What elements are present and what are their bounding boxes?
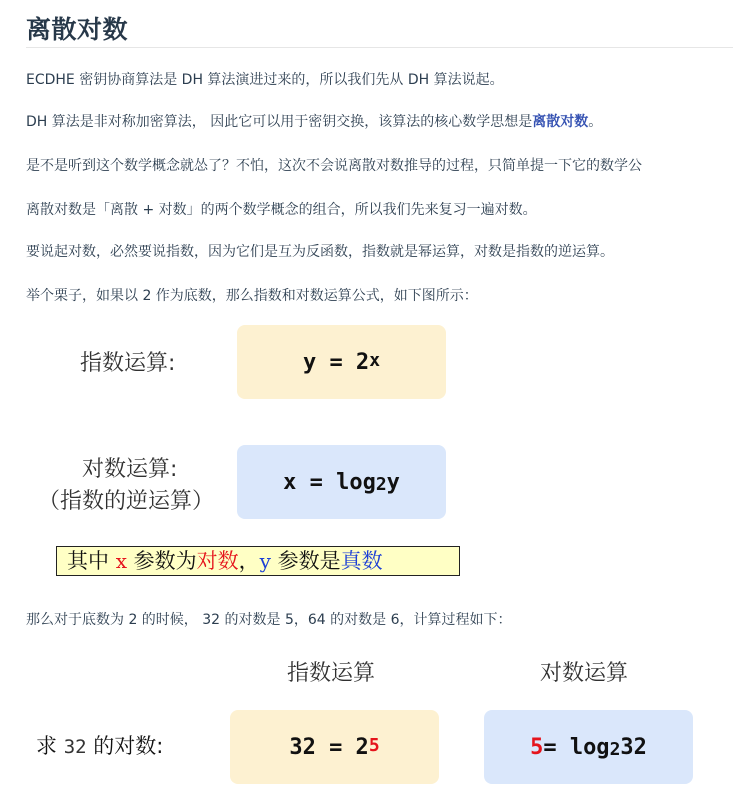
log-32-result: 5 [530, 734, 544, 760]
exponent-32-base: 32 = 2 [289, 734, 369, 760]
row-label-find-log-32 [36, 730, 163, 760]
discrete-log-emphasis: 离散对数 [532, 114, 589, 130]
paragraph-intro: ECDHE 密钥协商算法是 DH 算法演进过来的，所以我们先从 DH 算法说起。 [26, 72, 504, 88]
note-text-3: ， [238, 549, 260, 573]
row-label-number: 32 [63, 736, 87, 758]
log-32-sub: 2 [609, 738, 621, 760]
exponent-32-sup: 5 [368, 734, 380, 756]
exponent-32-box [230, 710, 439, 784]
log-32-box [484, 710, 693, 784]
paragraph-dh-text: DH 算法是非对称加密算法， 因此它可以用于密钥交换，该算法的核心数学思想是 [26, 114, 533, 130]
note-text-1: 其中 [67, 549, 116, 573]
exponent-operation-label: 指数运算: [80, 351, 176, 376]
log-operation-label: 对数运算: [82, 457, 178, 482]
heading-divider [26, 47, 733, 48]
row-label-pre: 求 [36, 734, 64, 758]
exponent-formula-sup: x [369, 349, 381, 371]
row-label-post: 的对数: [86, 734, 164, 758]
log-operation-sublabel: （指数的逆运算） [38, 489, 215, 514]
log-formula-box [237, 445, 446, 519]
paragraph-calculation: 那么对于底数为 2 的时候， 32 的对数是 5，64 的对数是 6，计算过程如下： [26, 612, 512, 628]
exponent-formula-base: y = 2 [302, 349, 370, 375]
paragraph-discrete-log: 离散对数是「离散 + 对数」的两个数学概念的组合，所以我们先来复习一遍对数。 [26, 202, 537, 218]
section-heading: 离散对数 [26, 15, 129, 44]
paragraph-dh [26, 112, 602, 132]
note-text-4: 参数是 [270, 549, 341, 573]
log-formula-sub: 2 [375, 473, 387, 495]
exponent-formula-box [237, 325, 446, 399]
log-formula-pre: x = log [283, 469, 376, 495]
log-32-pre: = log [543, 734, 610, 760]
paragraph-exponent: 要说起对数，必然要说指数，因为它们是互为反函数，指数就是幂运算，对数是指数的逆运算。 [26, 244, 614, 260]
note-highlight-antilog: 真数 [340, 549, 383, 573]
paragraph-example: 举个栗子，如果以 2 作为底数，那么指数和对数运算公式，如下图所示： [26, 288, 478, 304]
note-text-2: 参数为 [126, 549, 197, 573]
parameter-note [56, 546, 460, 576]
log-formula-post: y [386, 469, 400, 495]
note-var-x: x [115, 549, 127, 573]
column-header-exponent: 指数运算 [287, 661, 376, 686]
log-32-post: 32 [620, 734, 647, 760]
note-var-y: y [259, 549, 271, 573]
column-header-log: 对数运算 [540, 661, 629, 686]
note-highlight-log: 对数 [196, 549, 239, 573]
paragraph-dh-end: 。 [588, 114, 603, 130]
paragraph-concept: 是不是听到这个数学概念就怂了？不怕，这次不会说离散对数推导的过程，只简单提一下它的数学公 [26, 158, 642, 174]
